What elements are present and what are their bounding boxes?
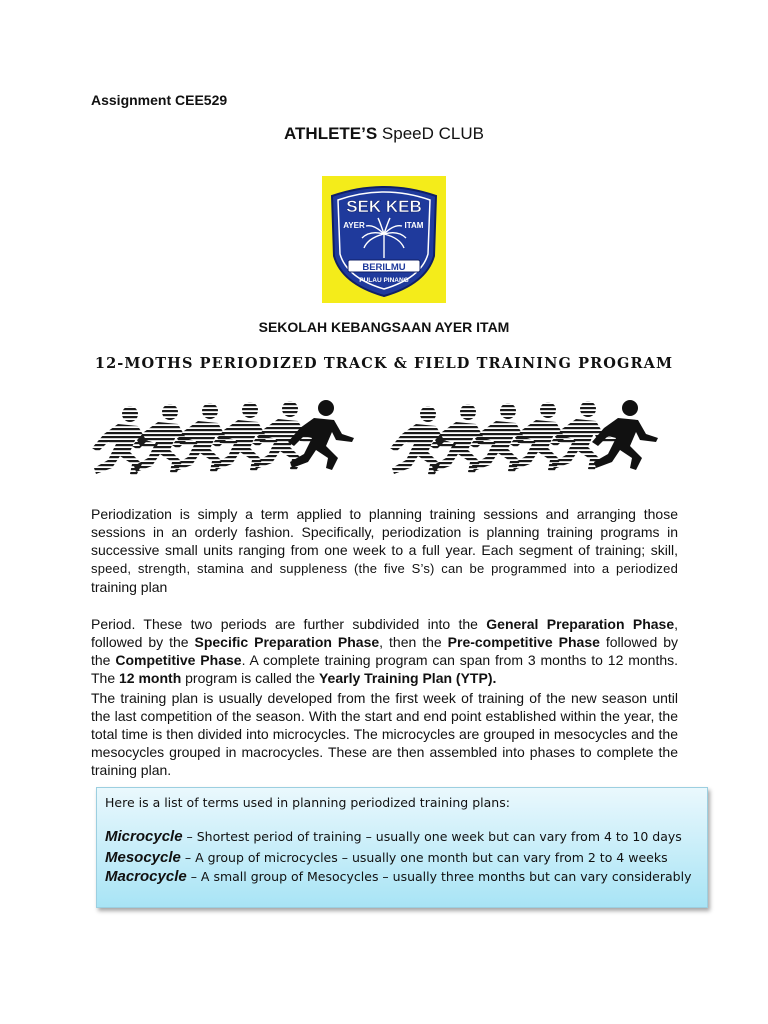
assignment-label: Assignment CEE529 [91,92,228,108]
club-title [0,124,768,144]
term-name: Mesocycle [105,849,181,866]
training-plan-paragraph: The training plan is usually developed from the first week of training of the new season until the last competition of the season. With the start and end point established within the year, the total time is then divided into microcycles. The microcycles are grouped in mesocycles and the mesocycles grouped in macrocycles. These are then assembled into phases to complete the training plan. [91,690,678,778]
terms-box [96,787,708,908]
pre-competitive-phase: Pre-competitive Phase [447,634,600,650]
twelve-month: 12 month [119,670,182,686]
school-name: SEKOLAH KEBANGSAAN AYER ITAM [258,319,510,335]
general-preparation-phase: General Preparation Phase [486,616,675,632]
phases-text-c: , followed by the [91,616,678,650]
logo-banner: BERILMU [362,262,406,273]
terms-box-title: Here is a list of terms used in planning periodized training plans: [105,795,510,810]
logo-bottom: PULAU PINANG [359,277,409,284]
term-mesocycle [105,849,668,866]
intro-text-end: training plan [91,579,168,595]
intro-text: Periodization is simply a term applied to planning training sessions and arranging those sessions in an orderly fashion. Specifically, periodization is planning training programs in successive small units ranging from one week to a full year. Each segment of training; skill, [91,506,678,558]
competitive-phase: Competitive Phase [115,652,242,668]
term-microcycle [105,828,682,845]
yearly-training-plan: Yearly Training Plan (YTP). [318,670,497,686]
term-macrocycle [105,868,691,885]
logo-top-text: SEK KEB [346,197,422,216]
intro-paragraph [91,505,678,596]
runners-illustration [90,398,680,476]
term-definition: – A small group of Mesocycles – usually three months but can vary considerably [186,869,692,884]
logo-right-word: ITAM [404,221,424,230]
logo-left-word: AYER [343,221,365,230]
phases-text-k: program is called the [181,670,319,686]
phases-text-i: . A complete training program can span from 3 months to 12 months. The [91,652,679,686]
phases-text-a: Period. These two periods are further subdivided into the [91,616,487,632]
term-definition: – Shortest period of training – usually one week but can vary from 4 to 10 days [182,829,682,844]
school-logo [322,176,446,303]
club-title-rest: SpeeD CLUB [377,124,484,143]
intro-text-small: speed, strength, stamina and suppleness (the five S’s) can be programmed into a periodized [91,561,678,576]
program-title: 12-MOTHS PERIODIZED TRACK & FIELD TRAINING PROGRAM [94,355,674,372]
phases-text-e: , then the [379,634,448,650]
term-name: Microcycle [105,828,183,845]
phases-paragraph [91,615,678,687]
specific-preparation-phase: Specific Preparation Phase [194,634,380,650]
club-title-bold: ATHLETE’S [284,124,378,143]
term-definition: – A group of microcycles – usually one month but can vary from 2 to 4 weeks [180,850,668,865]
phases-text-g: followed by the [91,634,678,668]
term-name: Macrocycle [105,868,187,885]
